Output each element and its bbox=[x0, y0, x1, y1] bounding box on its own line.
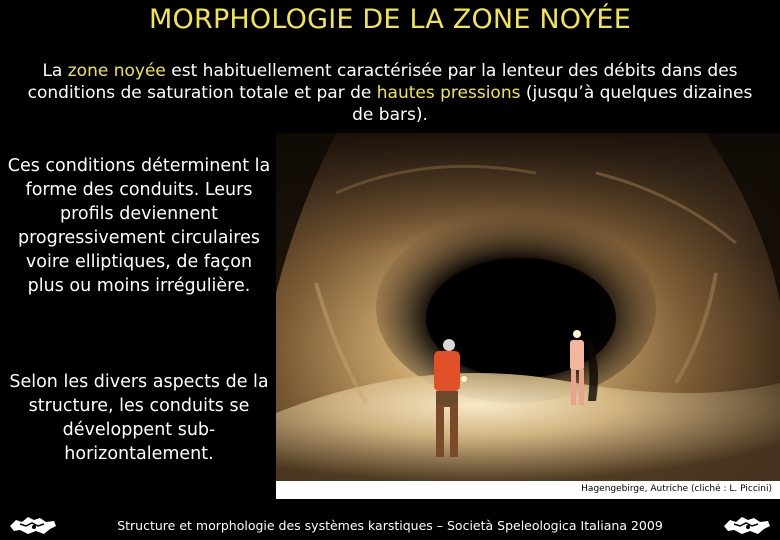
highlight-hautes-pressions: hautes pressions bbox=[376, 83, 521, 103]
intro-part-3: (jusqu’à quelques dizaines de bars). bbox=[352, 83, 753, 125]
cave-photo bbox=[276, 133, 780, 481]
photo-caption-bar bbox=[276, 481, 780, 499]
paragraph-conditions: Ces conditions déterminent la forme des conduits. Leurs profils deviennent progressivement circulaires voire elliptiques, de façon plus ou moins irrégulière. bbox=[7, 156, 271, 296]
society-logo-icon bbox=[720, 512, 774, 538]
footer-text: Structure et morphologie des systèmes karstiques – Società Speleologica Italiana 2009 bbox=[117, 518, 663, 533]
slide-title: MORPHOLOGIE DE LA ZONE NOYÉE bbox=[149, 4, 631, 35]
photo-caption: Hagengebirge, Autriche (cliché : L. Piccini) bbox=[581, 484, 772, 494]
intro-text bbox=[20, 60, 760, 126]
paragraph-structure: Selon les divers aspects de la structure, les conduits se développent sub-horizontalement. bbox=[9, 372, 269, 464]
intro-part-1: La bbox=[42, 61, 68, 81]
highlight-zone-noyee: zone noyée bbox=[67, 61, 166, 81]
intro-part-2: est habituellement caractérisée par la lenteur des débits dans des conditions de saturation totale et par de bbox=[27, 61, 738, 103]
